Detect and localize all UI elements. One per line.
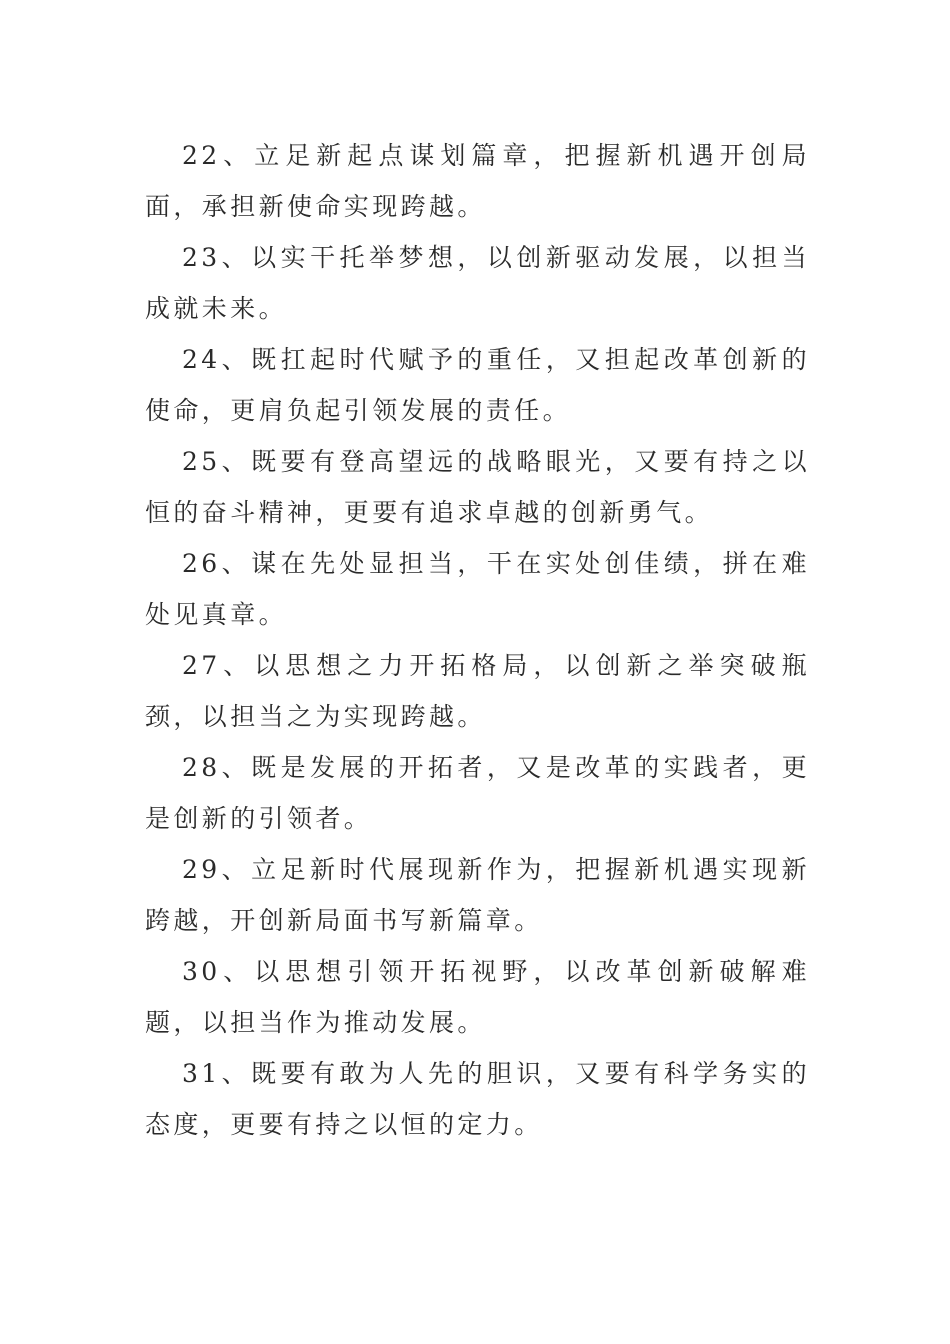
paragraph-27: 27、以思想之力开拓格局，以创新之举突破瓶颈，以担当之为实现跨越。: [145, 651, 810, 731]
paragraph-25: 25、既要有登高望远的战略眼光，又要有持之以恒的奋斗精神，更要有追求卓越的创新勇气。: [145, 447, 810, 527]
paragraph-28: 28、既是发展的开拓者，又是改革的实践者，更是创新的引领者。: [145, 753, 810, 833]
paragraph-22: 22、立足新起点谋划篇章，把握新机遇开创局面，承担新使命实现跨越。: [145, 141, 810, 221]
paragraph-29: 29、立足新时代展现新作为，把握新机遇实现新跨越，开创新局面书写新篇章。: [145, 855, 810, 935]
paragraph-26: 26、谋在先处显担当，干在实处创佳绩，拼在难处见真章。: [145, 549, 810, 629]
paragraph-30: 30、以思想引领开拓视野，以改革创新破解难题，以担当作为推动发展。: [145, 957, 810, 1037]
paragraph-24: 24、既扛起时代赋予的重任，又担起改革创新的使命，更肩负起引领发展的责任。: [145, 345, 810, 425]
document-body: [145, 130, 810, 1150]
paragraph-31: 31、既要有敢为人先的胆识，又要有科学务实的态度，更要有持之以恒的定力。: [145, 1059, 810, 1139]
paragraph-23: 23、以实干托举梦想，以创新驱动发展，以担当成就未来。: [145, 243, 810, 323]
